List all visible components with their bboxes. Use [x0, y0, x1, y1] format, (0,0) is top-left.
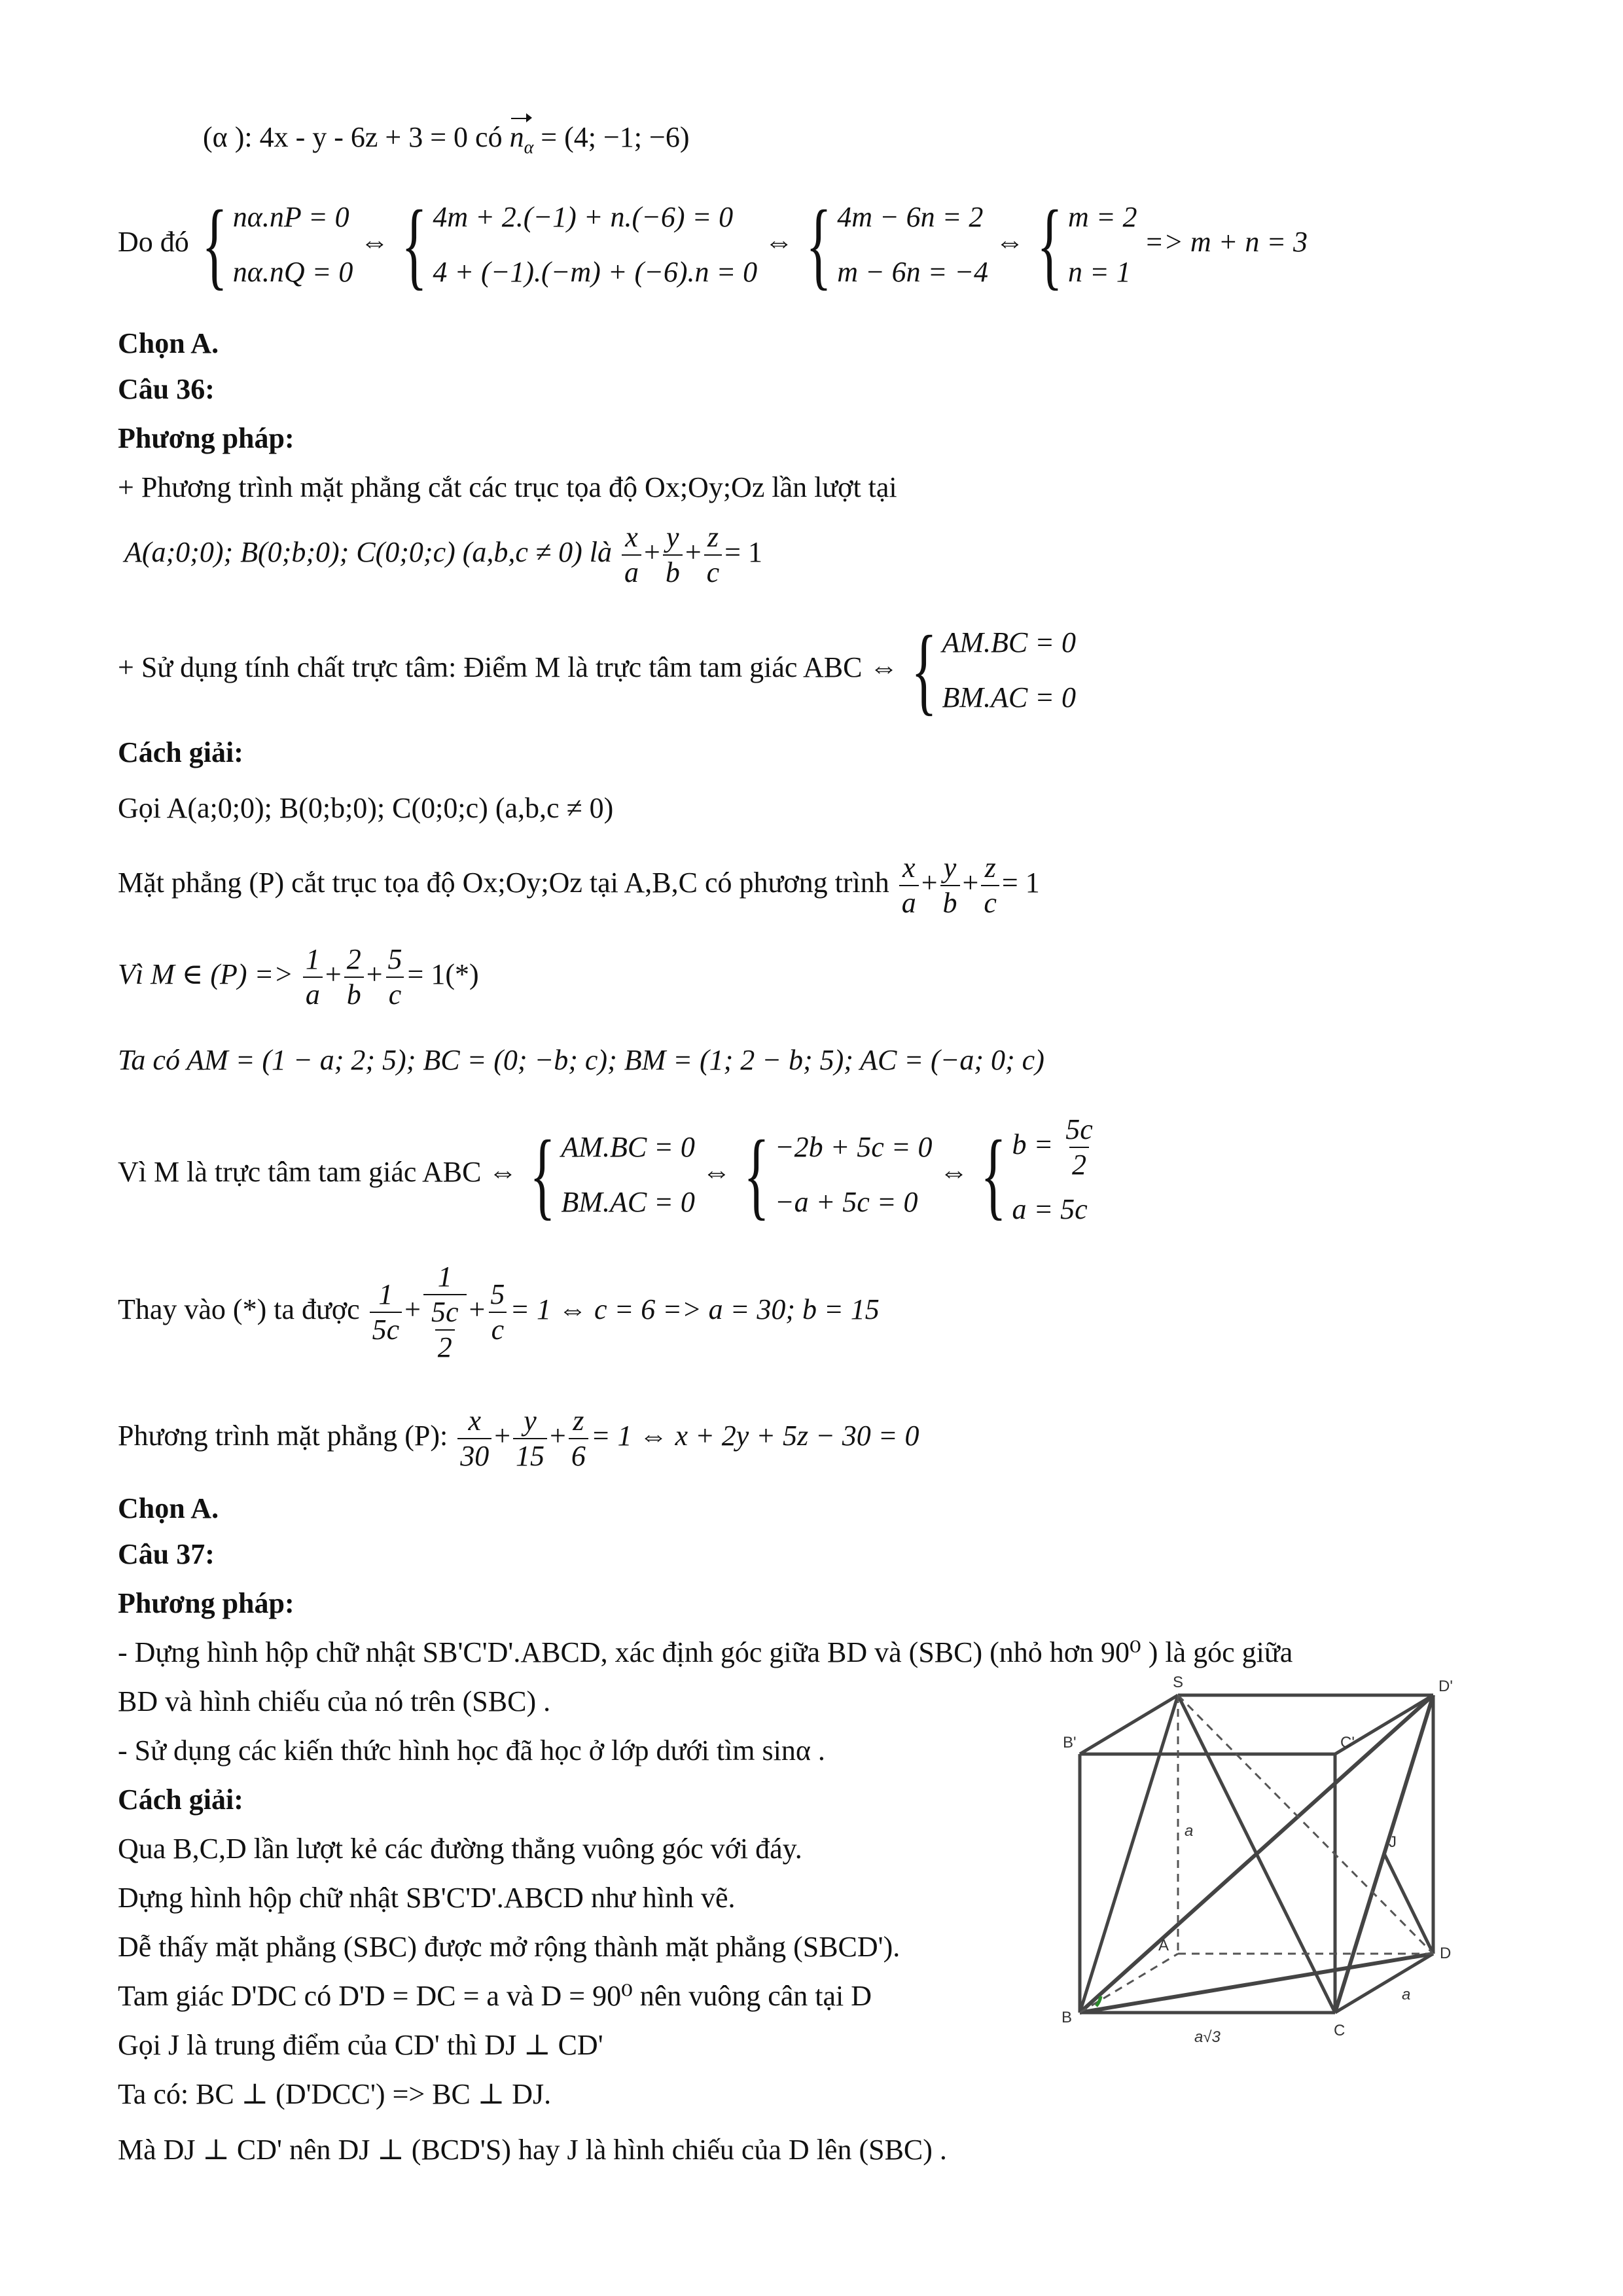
normal-vector-value: = (4; −1; −6): [541, 121, 690, 153]
label-a-sa: a: [1185, 1822, 1194, 1840]
system-4: { m = 2 n = 1: [1037, 190, 1137, 299]
label-B1: B': [1063, 1734, 1077, 1751]
normal-vector: $n_\alpha$: [510, 118, 534, 168]
label-A: A: [1158, 1937, 1169, 1954]
cau36-cg5: Vì M là trực tâm tam giác ABC ⇔ { AM.BC = 0 BM.AC = 0 ⇔ { −2b + 5c = 0 −a + 5c = 0 ⇔ { b = $\frac{5c}{2}$ a = 5c: [118, 1113, 1093, 1229]
system-1: { nα.nP = 0 nα.nQ = 0: [201, 190, 353, 299]
cau36-pp-line3: + Sử dụng tính chất trực tâm: Điểm M là trực tâm tam giác ABC ⇔ { AM.BC = 0 BM.AC = 0: [118, 616, 1076, 725]
cau37-cg2: Dựng hình hộp chữ nhật SB'C'D'.ABCD như hình vẽ.: [118, 1882, 736, 1914]
label-a-root3: a√3: [1194, 2028, 1221, 2046]
cau37-cg3: Dễ thấy mặt phẳng (SBC) được mở rộng thành mặt phẳng (SBCD').: [118, 1931, 901, 1963]
plane-alpha-line: [203, 118, 689, 168]
cau37-cg5: Gọi J là trung điểm của CD' thì DJ ⊥ CD': [118, 2029, 603, 2061]
cau36-cach-giai: Cách giải:: [118, 736, 243, 768]
cau36-cg6: Thay vào (*) ta được $\frac{1}{5c}$ + $\frac{1}{\frac{5c}{2}}$ + $\frac{5}{c}$ = 1 ⇔ c = 6 => a = 30; b = 15: [118, 1261, 880, 1363]
edge-b-d1: [1080, 1695, 1433, 2013]
cau36-pp-line2: A(a;0;0); B(0;b;0); C(0;0;c) (a,b,c ≠ 0) là $\frac{x}{a}$ + $\frac{y}{b}$ + $\frac{z}{c}$ = 1: [124, 521, 762, 588]
cau36-cg7: Phương trình mặt phẳng (P): $\frac{x}{30}$ + $\frac{y}{15}$ + $\frac{z}{6}$ = 1 ⇔ x + 2y + 5z − 30 = 0: [118, 1405, 919, 1472]
cau37-cg4: Tam giác D'DC có D'D = DC = a và D = 90⁰ nên vuông cân tại D: [118, 1980, 872, 2012]
points-abc: A(a;0;0); B(0;b;0); C(0;0;c) (a,b,c ≠ 0) là: [124, 536, 612, 569]
cau37-title: Câu 37:: [118, 1538, 215, 1570]
cau37-cg1: Qua B,C,D lần lượt kẻ các đường thẳng vuông góc với đáy.: [118, 1833, 802, 1865]
cau36-cg4: Ta có AM = (1 − a; 2; 5); BC = (0; −b; c); BM = (1; 2 − b; 5); AC = (−a; 0; c): [118, 1044, 1044, 1076]
cau36-phuong-phap: Phương pháp:: [118, 422, 294, 454]
cau37-pp3: - Sử dụng các kiến thức hình học đã học ở lớp dưới tìm sinα .: [118, 1734, 825, 1767]
cau37-cach-giai: Cách giải:: [118, 1784, 243, 1816]
cau37-pp1: - Dựng hình hộp chữ nhật SB'C'D'.ABCD, xác định góc giữa BD và (SBC) (nhỏ hơn 90⁰ ) là góc giữa: [118, 1636, 1293, 1668]
cau37-phuong-phap: Phương pháp:: [118, 1587, 294, 1619]
cau36-pp-line1: + Phương trình mặt phẳng cắt các trục tọa độ Ox;Oy;Oz lần lượt tại: [118, 471, 897, 503]
label-S: S: [1173, 1676, 1184, 1691]
cau36-cg2: Mặt phẳng (P) cắt trục tọa độ Ox;Oy;Oz tại A,B,C có phương trình $\frac{x}{a}$ + $\frac{y}{b}$ + $\frac{z}{c}$ = 1: [118, 852, 1040, 919]
label-D: D: [1440, 1945, 1452, 1962]
chon-a-2: Chọn A.: [118, 1492, 219, 1524]
cau37-pp2: BD và hình chiếu của nó trên (SBC) .: [118, 1685, 551, 1717]
system-2: { 4m + 2.(−1) + n.(−6) = 0 4 + (−1).(−m) + (−6).n = 0: [401, 190, 758, 299]
label-a-cd: a: [1402, 1986, 1411, 2003]
frac-y-b: $\frac{y}{b}$: [663, 520, 683, 590]
chon-a-1: Chọn A.: [118, 327, 219, 359]
plane-alpha-eq: (α ): 4x - y - 6z + 3 = 0 có: [203, 121, 503, 153]
do-do-label: Do đó: [118, 226, 189, 259]
frac-x-a: $\frac{x}{a}$: [622, 520, 641, 590]
system-3: { 4m − 6n = 2 m − 6n = −4: [806, 190, 989, 299]
label-J: J: [1389, 1833, 1397, 1851]
solid-edges: [1080, 1695, 1433, 2013]
system-solve-line: Do đó { nα.nP = 0 nα.nQ = 0 ⇔ { 4m + 2.(−1) + n.(−6) = 0 4 + (−1).(−m) + (−6).n = 0 ⇔ { 4m − 6n = 2 m − 6n = −4 ⇔ { m = 2 n = 1 => m + n = 3: [118, 190, 1308, 299]
cau37-cg7: Mà DJ ⊥ CD' nên DJ ⊥ (BCD'S) hay J là hình chiếu của D lên (SBC) .: [118, 2134, 947, 2166]
cau37-cg6: Ta có: BC ⊥ (D'DCC') => BC ⊥ DJ.: [118, 2078, 552, 2110]
label-B: B: [1061, 2009, 1073, 2026]
frac-z-c: $\frac{z}{c}$: [704, 520, 722, 590]
edge-j-d: [1384, 1854, 1433, 1954]
cau36-cg3: Vì M ∈ (P) => $\frac{1}{a}$ + $\frac{2}{b}$ + $\frac{5}{c}$ = 1(*): [118, 943, 479, 1011]
cau36-title: Câu 36:: [118, 373, 215, 405]
label-C: C: [1334, 2022, 1346, 2039]
label-C1: C': [1340, 1734, 1355, 1751]
cau36-cg1: Gọi A(a;0;0); B(0;b;0); C(0;0;c) (a,b,c ≠ 0): [118, 792, 614, 824]
system-ortho: { AM.BC = 0 BM.AC = 0: [910, 616, 1076, 725]
edge-s-b: [1080, 1695, 1178, 2013]
box-pyramid-figure: [1060, 1676, 1531, 2055]
label-D1: D': [1438, 1677, 1453, 1695]
result-mn: => m + n = 3: [1144, 226, 1308, 259]
